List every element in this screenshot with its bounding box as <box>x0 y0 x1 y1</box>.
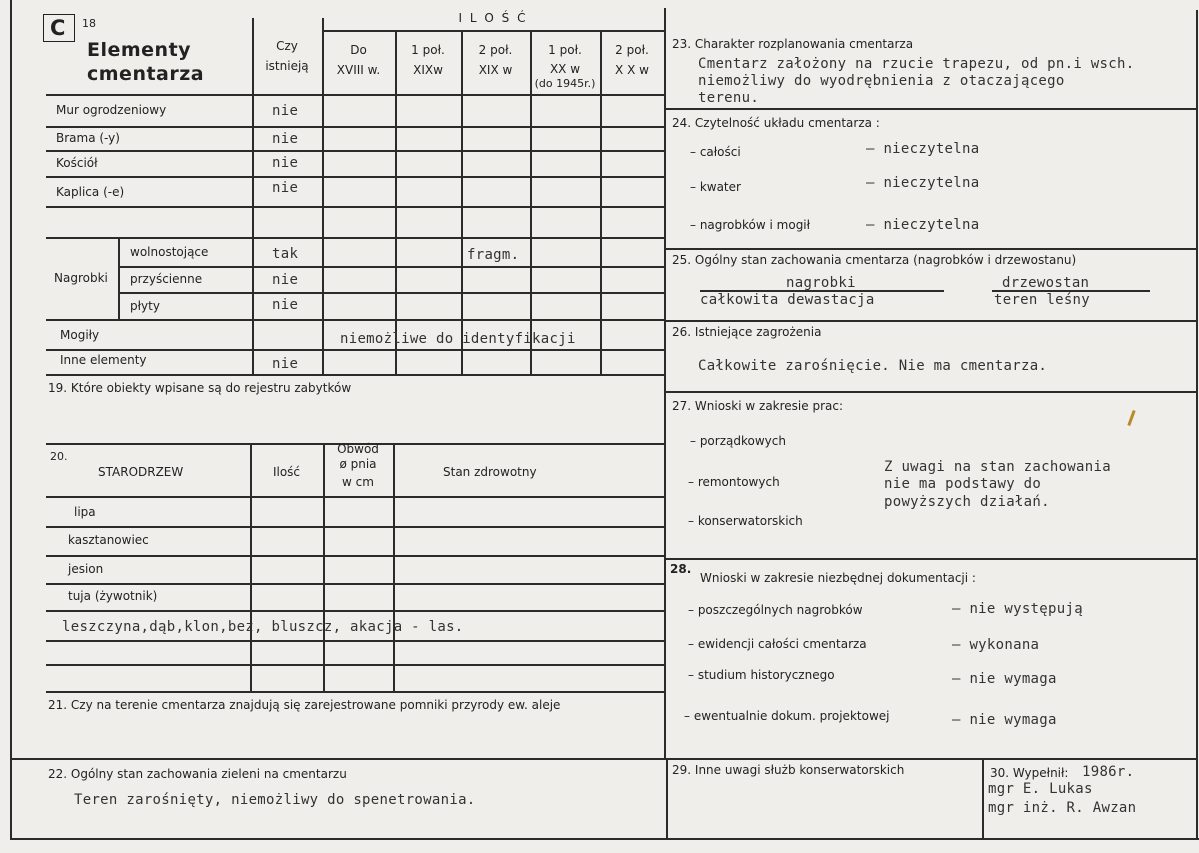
elementy-title: Elementy <box>87 39 192 61</box>
q27-item-1: – porządkowych <box>690 434 786 448</box>
row-inne-label: Inne elementy <box>60 353 147 367</box>
tree-col <box>393 443 395 691</box>
col-1pol-xix-2: XIXw <box>413 63 443 77</box>
center-divider-2 <box>666 758 668 838</box>
row-brama-label: Brama (-y) <box>56 131 120 145</box>
col-2pol-xix: 2 poł. <box>478 43 513 57</box>
q30-year: 1986r. <box>1082 764 1135 780</box>
q30-divider <box>982 758 984 838</box>
table-col-2 <box>395 30 397 374</box>
row-line <box>118 292 664 294</box>
row-brama-value: nie <box>272 131 299 147</box>
row-line <box>46 126 664 128</box>
field-18: 18 <box>82 17 96 30</box>
q25-drzewostan-value: teren leśny <box>994 292 1091 308</box>
q25-nagrobki-value: całkowita dewastacja <box>700 292 875 308</box>
row-inne-value: nie <box>272 356 299 372</box>
q24-row-1-label: – całości <box>690 145 741 159</box>
starodrzew-stan: Stan zdrowotny <box>443 465 537 479</box>
row-wolnostojace-value: tak <box>272 246 299 262</box>
tree-lipa: lipa <box>74 505 96 519</box>
starodrzew-head-bottom <box>46 496 664 498</box>
q27-answer-2: nie ma podstawy do <box>884 476 1042 492</box>
q24-row-3-label: – nagrobków i mogił <box>690 218 811 232</box>
row-przyscienne-label: przyścienne <box>130 272 203 286</box>
tree-tuja: tuja (żywotnik) <box>68 589 158 603</box>
row-mur-value: nie <box>272 103 299 119</box>
row-kaplica-label: Kaplica (-e) <box>56 185 125 199</box>
left-border <box>10 0 12 840</box>
tree-row-line <box>46 526 664 528</box>
row-line <box>46 349 664 351</box>
q24-row-1-value: – nieczytelna <box>866 141 980 157</box>
q28-row-4-value: – nie wymaga <box>952 712 1057 728</box>
starodrzew-ilosc: Ilość <box>272 465 301 479</box>
q27-item-2: – remontowych <box>688 475 780 489</box>
q24-label: 24. Czytelność układu cmentarza : <box>672 116 880 130</box>
q30-label: 30. Wypełnił: <box>990 766 1069 780</box>
row-line <box>46 237 664 239</box>
starodrzew-obwod: Obwód <box>337 442 379 456</box>
czy-header: Czy <box>276 39 298 53</box>
starodrzew-obwod-2: ø pnia <box>339 457 377 471</box>
q28-row-3-value: – nie wymaga <box>952 671 1057 687</box>
q28-row-3-label: – studium historycznego <box>688 668 835 682</box>
ilosc-header: I L O Ś Ć <box>458 11 528 25</box>
q22-top <box>10 758 666 760</box>
row-line <box>46 150 664 152</box>
row-mogily-note: niemożliwe do identyfikacji <box>340 331 576 347</box>
row-line <box>46 374 664 376</box>
q21-label: 21. Czy na terenie cmentarza znajdują się zarejestrowane pomniki przyrody ew. aleje <box>48 698 561 712</box>
ilosc-line <box>322 30 664 32</box>
row-wolnostojace-qty: fragm. <box>467 247 520 263</box>
section-line <box>664 558 1196 560</box>
right-edge <box>1196 10 1198 838</box>
tree-row-line <box>46 583 664 585</box>
q23-line-2: niemożliwy do wyodrębnienia z otaczającego <box>698 73 1065 89</box>
q27-label: 27. Wnioski w zakresie prac: <box>672 399 844 413</box>
q27-answer-3: powyższych działań. <box>884 494 1050 510</box>
row-mur-label: Mur ogrodzeniowy <box>56 103 167 117</box>
col-2pol-xx-2: X X w <box>615 63 649 77</box>
starodrzew-bottom <box>46 691 664 693</box>
section-line <box>664 391 1196 393</box>
tree-jesion: jesion <box>68 562 104 576</box>
row-kaplica-value: nie <box>272 180 299 196</box>
row-line <box>46 176 664 178</box>
col-1pol-xx: 1 poł. <box>548 43 582 57</box>
tree-typed-list: leszczyna,dąb,klon,bez, bluszcz, akacja - las. <box>62 619 464 635</box>
q27-answer-1: Z uwagi na stan zachowania <box>884 459 1111 475</box>
row-kosciol-label: Kościół <box>56 156 98 170</box>
col-1pol-xx-3: (do 1945r.) <box>534 77 596 90</box>
col-1pol-xix: 1 poł. <box>411 43 445 57</box>
q28-row-2-value: – wykonana <box>952 637 1040 653</box>
row-przyscienne-value: nie <box>272 272 299 288</box>
q19-label: 19. Które obiekty wpisane są do rejestru zabytków <box>48 381 352 395</box>
tree-row-line <box>46 555 664 557</box>
tree-row-line <box>46 610 664 612</box>
col-do-xviii: Do <box>350 43 367 57</box>
section-line <box>664 248 1196 250</box>
row-plyty-value: nie <box>272 297 299 313</box>
q23-label: 23. Charakter rozplanowania cmentarza <box>672 37 914 51</box>
header-bottom <box>46 94 664 96</box>
section-line <box>664 320 1196 322</box>
table-nagrobki-sub <box>118 237 120 319</box>
q28-row-4-label: – ewentualnie dokum. projektowej <box>684 709 890 723</box>
tree-row-line <box>46 664 664 666</box>
row-nagrobki-label: Nagrobki <box>54 271 108 285</box>
starodrzew-num: 20. <box>50 450 68 463</box>
bottom-border <box>10 838 1199 840</box>
row-plyty-label: płyty <box>130 299 160 313</box>
col-2pol-xix-2: XIX w <box>478 63 513 77</box>
row-wolnostojace-label: wolnostojące <box>130 245 209 259</box>
q26-label: 26. Istniejące zagrożenia <box>672 325 822 339</box>
q25-drzewostan-head: drzewostan <box>1002 275 1090 291</box>
q25-nagrobki-head: nagrobki <box>786 275 856 291</box>
elementy-title-2: cmentarza <box>87 63 205 85</box>
q29-label: 29. Inne uwagi służb konserwatorskich <box>672 763 905 777</box>
q28-label: Wnioski w zakresie niezbędnej dokumentacji : <box>700 571 976 585</box>
q30-name-2: mgr inż. R. Awzan <box>988 800 1137 816</box>
row-mogily-label: Mogiły <box>60 328 100 342</box>
q26-answer: Całkowite zarośnięcie. Nie ma cmentarza. <box>698 358 1048 374</box>
q28-row-1-value: – nie występują <box>952 601 1083 617</box>
q30-name-1: mgr E. Lukas <box>988 781 1093 797</box>
starodrzew-obwod-3: w cm <box>342 475 374 489</box>
q25-label: 25. Ogólny stan zachowania cmentarza (nagrobków i drzewostanu) <box>672 253 1077 267</box>
q23-line-3: terenu. <box>698 90 760 106</box>
section-line <box>664 108 1196 110</box>
q23-line-1: Cmentarz założony na rzucie trapezu, od pn.i wsch. <box>698 56 1135 72</box>
czy-header-2: istnieją <box>265 59 309 73</box>
row-line <box>46 206 664 208</box>
q28-num: 28. <box>670 562 692 576</box>
table-col-5 <box>600 30 602 374</box>
col-do-xviii-2: XVIII w. <box>336 63 381 77</box>
tree-kasztanowiec: kasztanowiec <box>68 533 149 547</box>
row-line <box>118 266 664 268</box>
q28-row-2-label: – ewidencji całości cmentarza <box>688 637 867 651</box>
center-divider <box>664 8 666 758</box>
col-1pol-xx-2: XX w <box>549 62 581 76</box>
col-2pol-xx: 2 poł. <box>615 43 649 57</box>
q24-row-3-value: – nieczytelna <box>866 217 980 233</box>
tree-col <box>250 443 252 691</box>
card-letter: C <box>50 16 66 40</box>
q27-item-3: – konserwatorskich <box>688 514 803 528</box>
tree-row-line <box>46 640 664 642</box>
table-col-3 <box>461 30 463 374</box>
q28-row-1-label: – poszczególnych nagrobków <box>688 603 863 617</box>
row-kosciol-value: nie <box>272 155 299 171</box>
q22-label: 22. Ogólny stan zachowania zieleni na cmentarzu <box>48 767 347 781</box>
starodrzew-title: STARODRZEW <box>98 465 184 479</box>
q24-row-2-label: – kwater <box>690 180 741 194</box>
q24-row-2-value: – nieczytelna <box>866 175 980 191</box>
row-line <box>46 319 664 321</box>
pen-mark <box>1127 410 1135 426</box>
section-line <box>664 758 1196 760</box>
q22-answer: Teren zarośnięty, niemożliwy do spenetrowania. <box>74 792 476 808</box>
